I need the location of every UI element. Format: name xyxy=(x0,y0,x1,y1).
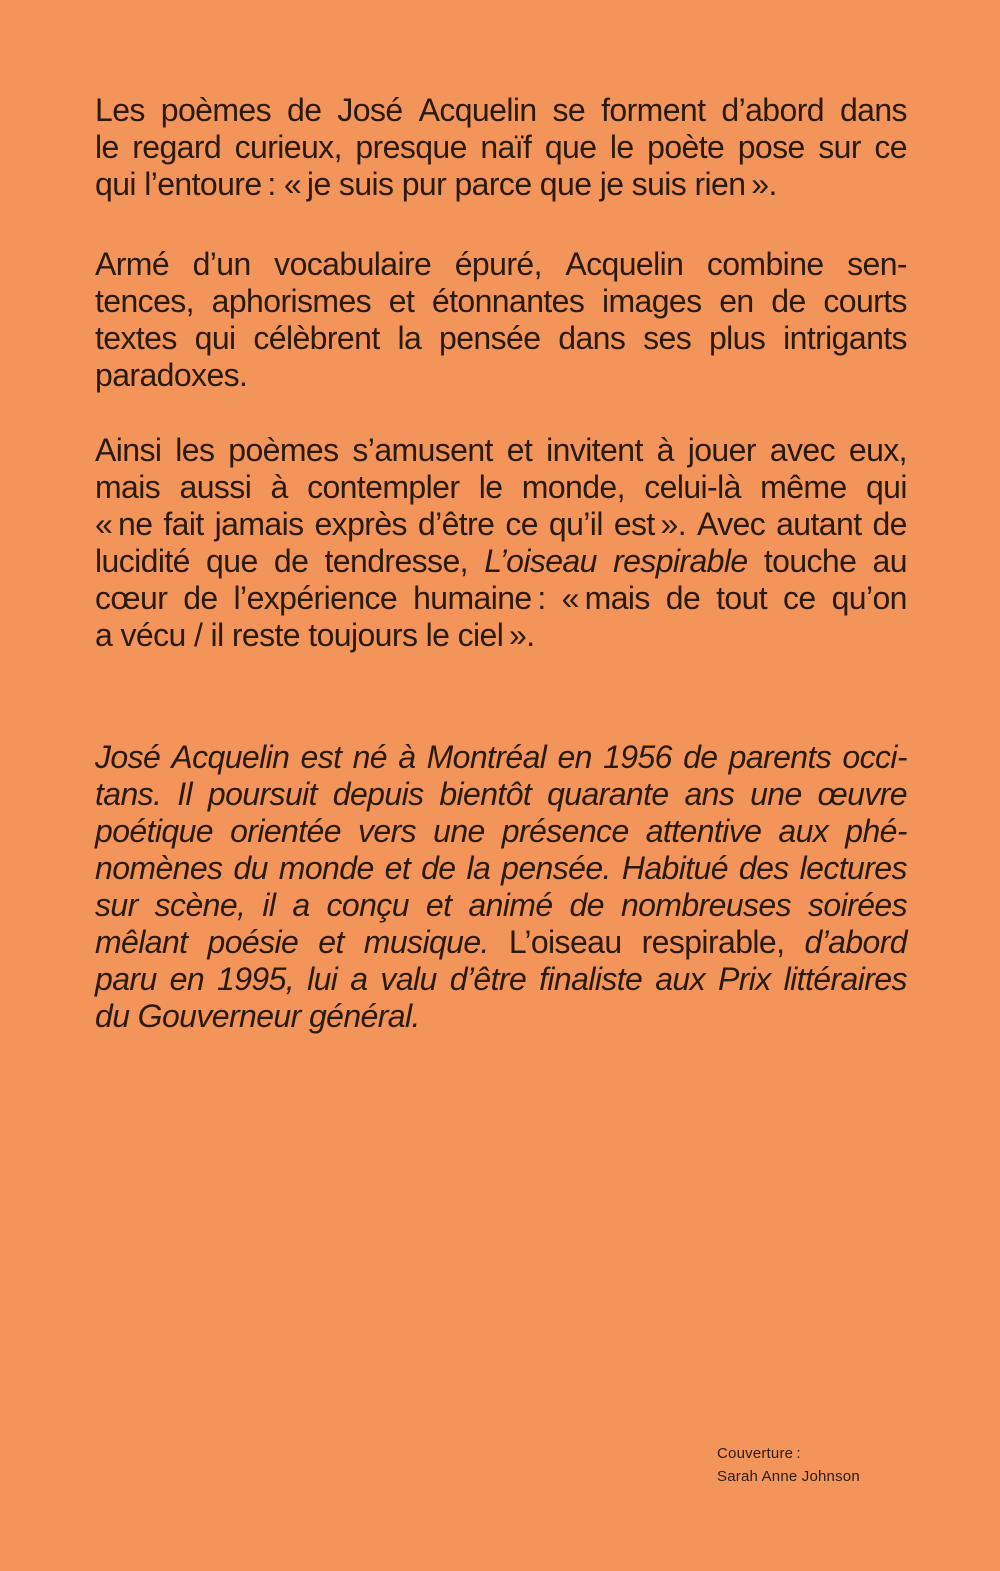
text-line: Armé d’un vocabulaire épuré, Acquelin combine sen- xyxy=(95,246,907,282)
text-line: qui l’entoure : « je suis pur parce que je suis rien ». xyxy=(95,166,777,202)
text-line: « ne fait jamais exprès d’être ce qu’il est ». Avec autant de xyxy=(95,506,907,542)
paragraph-intro xyxy=(95,92,907,203)
text-line: le regard curieux, presque naïf que le poète pose sur ce xyxy=(95,129,907,165)
text-line: mêlant poésie et musique. L’oiseau respirable, d’abord xyxy=(95,924,907,960)
text-line: José Acquelin est né à Montréal en 1956 de parents occi- xyxy=(95,739,907,775)
text-line: paradoxes. xyxy=(95,357,248,393)
text-line: du Gouverneur général. xyxy=(95,998,420,1034)
credit-name: Sarah Anne Johnson xyxy=(717,1468,860,1485)
text-line: a vécu / il reste toujours le ciel ». xyxy=(95,617,535,653)
paragraph-vocabulaire xyxy=(95,246,907,394)
text-line: Ainsi les poèmes s’amusent et invitent à jouer avec eux, xyxy=(95,432,907,468)
text-line: nomènes du monde et de la pensée. Habitué des lectures xyxy=(95,850,907,886)
text-line: mais aussi à contempler le monde, celui-là même qui xyxy=(95,469,907,505)
text-line: sur scène, il a conçu et animé de nombreuses soirées xyxy=(95,887,907,923)
cover-credit xyxy=(717,1442,860,1488)
credit-label: Couverture : xyxy=(717,1445,801,1462)
text-line: Les poèmes de José Acquelin se forment d’abord dans xyxy=(95,92,907,128)
back-cover-text xyxy=(95,92,907,1035)
text-line: paru en 1995, lui a valu d’être finaliste aux Prix littéraires xyxy=(95,961,907,997)
text-line: poétique orientée vers une présence attentive aux phé- xyxy=(95,813,907,849)
text-line: cœur de l’expérience humaine : « mais de tout ce qu’on xyxy=(95,580,907,616)
text-line: lucidité que de tendresse, L’oiseau respirable touche au xyxy=(95,543,907,579)
text-line: tences, aphorismes et étonnantes images en de courts xyxy=(95,283,907,319)
paragraph-bio xyxy=(95,739,907,1035)
paragraph-ainsi xyxy=(95,432,907,654)
text-line: textes qui célèbrent la pensée dans ses plus intrigants xyxy=(95,320,907,356)
text-line: tans. Il poursuit depuis bientôt quarante ans une œuvre xyxy=(95,776,907,812)
